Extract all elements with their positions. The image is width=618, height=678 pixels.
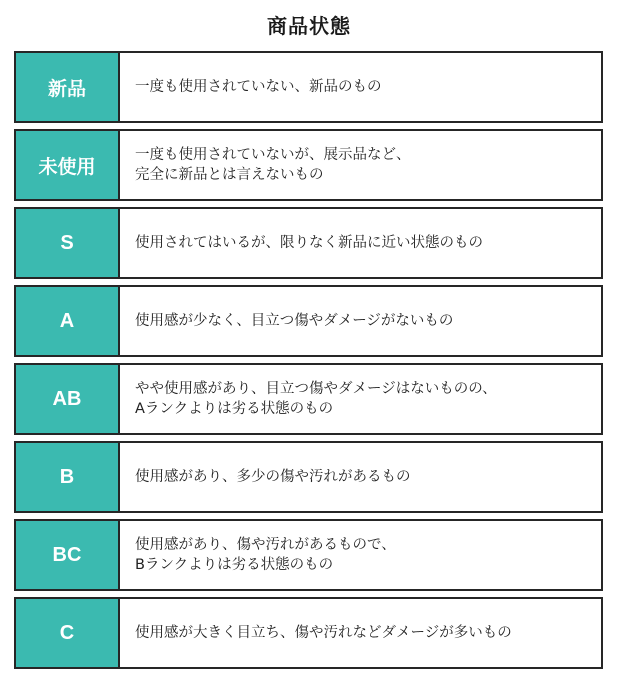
condition-row-unused [14, 129, 603, 201]
condition-row-new [14, 51, 603, 123]
grade-description: 一度も使用されていないが、展示品など、 完全に新品とは言えないもの [135, 147, 411, 183]
condition-row-a [14, 285, 603, 357]
grade-label: AB [16, 365, 120, 433]
grade-description: 使用感が大きく目立ち、傷や汚れなどダメージが多いもの [135, 625, 512, 641]
condition-row-ab [14, 363, 603, 435]
condition-row-c [14, 597, 603, 669]
grade-description: 使用感が少なく、目立つ傷やダメージがないもの [135, 313, 454, 329]
condition-row-b [14, 441, 603, 513]
grade-label: S [16, 209, 120, 277]
grade-description: 使用されてはいるが、限りなく新品に近い状態のもの [135, 235, 483, 251]
grade-description: 使用感があり、多少の傷や汚れがあるもの [135, 469, 411, 485]
grade-label: BC [16, 521, 120, 589]
grade-label: C [16, 599, 120, 667]
grade-label: A [16, 287, 120, 355]
grade-description: 一度も使用されていない、新品のもの [135, 79, 382, 95]
grade-label: 新品 [16, 53, 120, 121]
condition-table [14, 51, 603, 675]
grade-description: やや使用感があり、目立つ傷やダメージはないものの、 Aランクよりは劣る状態のもの [135, 381, 497, 417]
condition-row-bc [14, 519, 603, 591]
grade-label: B [16, 443, 120, 511]
page-title: 商品状態 [267, 14, 351, 38]
condition-row-s [14, 207, 603, 279]
grade-label: 未使用 [16, 131, 120, 199]
grade-description: 使用感があり、傷や汚れがあるもので、 Bランクよりは劣る状態のもの [135, 537, 396, 573]
